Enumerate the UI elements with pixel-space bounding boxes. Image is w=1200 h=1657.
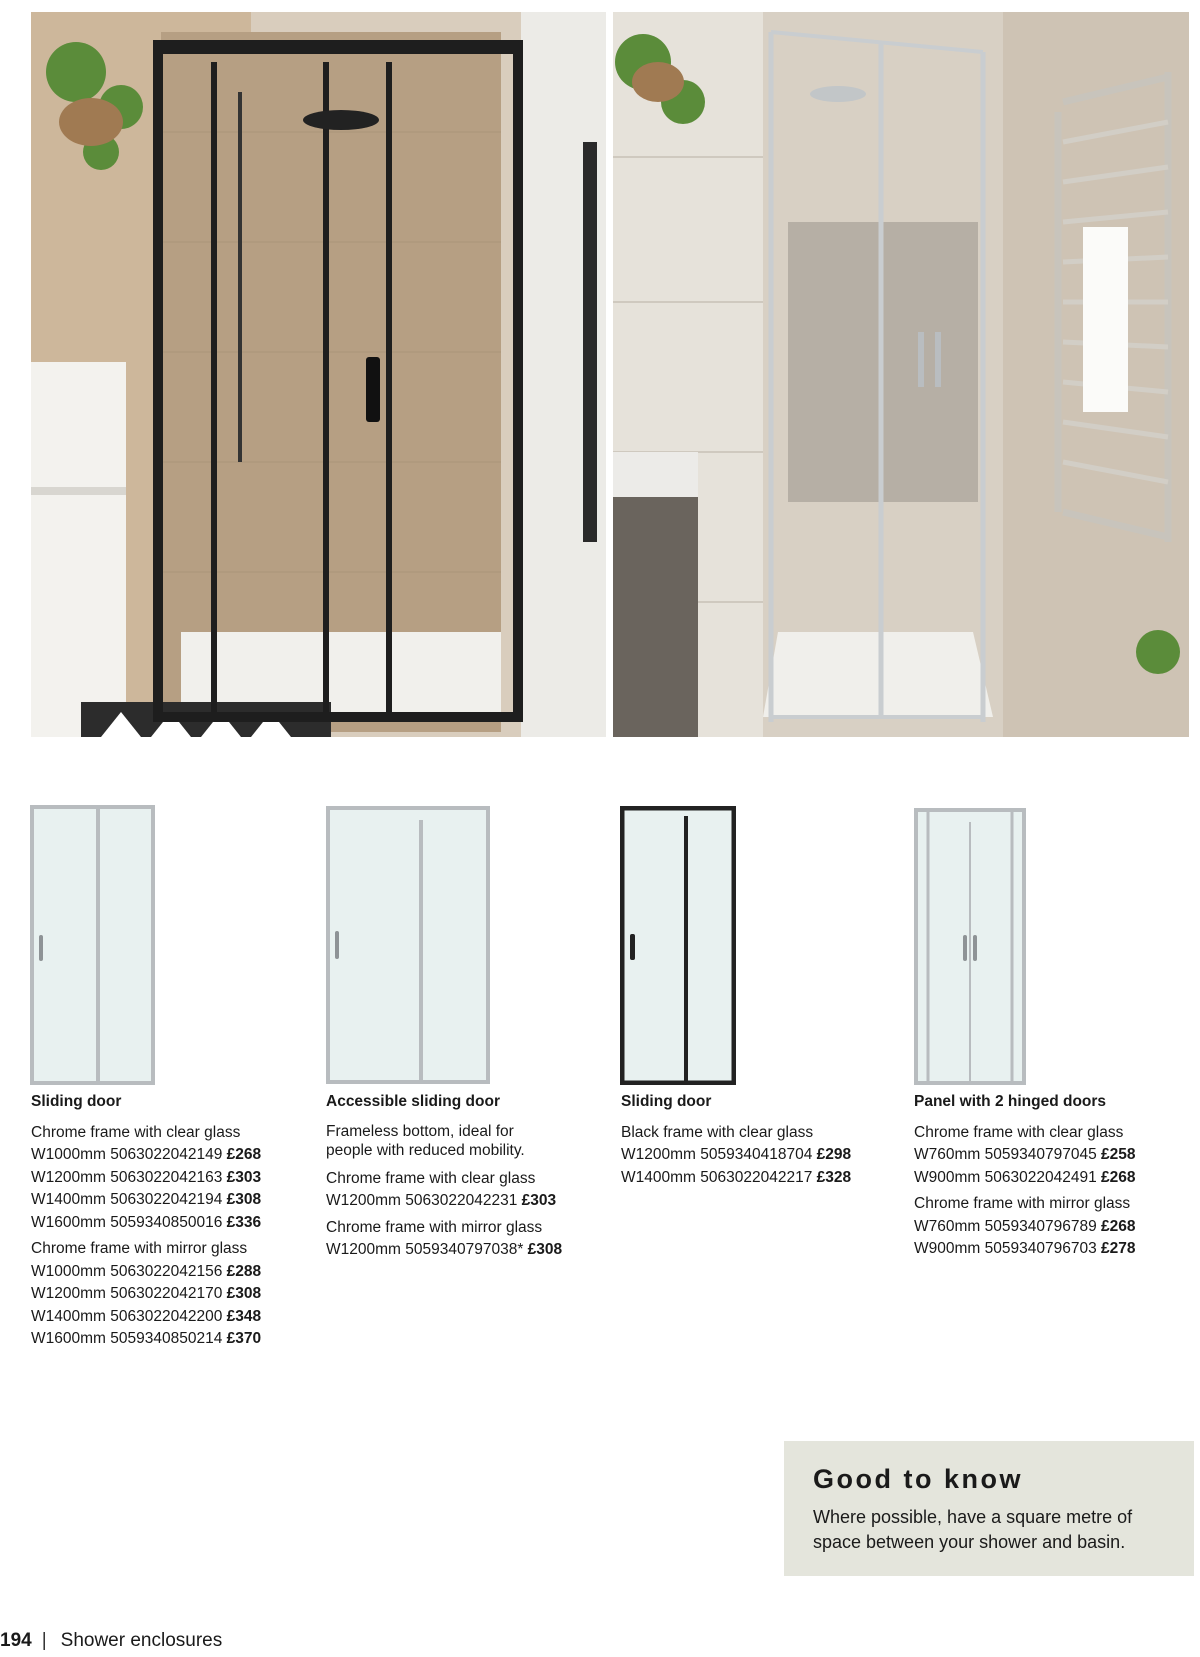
hinged-doors-panel-image — [914, 808, 1026, 1085]
price: £308 — [527, 1241, 563, 1258]
price: £370 — [226, 1330, 262, 1347]
product-hinged-doors-panel — [914, 1091, 1184, 1265]
variant-group — [31, 1122, 301, 1235]
size: W1200mm — [326, 1192, 401, 1209]
variant-group — [621, 1122, 891, 1190]
product-code: 5059340418704 — [700, 1146, 813, 1163]
variant-row — [31, 1306, 301, 1329]
product-code: 5059340797038* — [405, 1241, 524, 1258]
size: W1200mm — [31, 1168, 106, 1186]
variant-label: Chrome frame with clear glass — [914, 1123, 1124, 1141]
variant-group — [914, 1122, 1184, 1190]
product-code: 5059340850016 — [110, 1213, 223, 1231]
price: £308 — [226, 1285, 262, 1302]
product-code: 5063022042156 — [110, 1262, 223, 1280]
accessible-sliding-door-image — [326, 806, 490, 1084]
price: £258 — [1101, 1146, 1136, 1163]
product-code: 5063022042491 — [984, 1168, 1097, 1186]
price: £268 — [226, 1146, 262, 1163]
product-title: Sliding door — [31, 1093, 122, 1110]
product-sliding-door-chrome — [31, 1091, 301, 1355]
product-title: Sliding door — [621, 1093, 712, 1110]
price: £298 — [816, 1146, 852, 1163]
variant-row — [326, 1190, 596, 1213]
size: W1400mm — [621, 1168, 696, 1186]
product-code: 5063022042163 — [110, 1168, 223, 1186]
variant-row — [914, 1216, 1184, 1239]
product-code: 5059340796789 — [984, 1217, 1097, 1235]
variant-label: Black frame with clear glass — [621, 1123, 814, 1141]
price: £336 — [226, 1213, 262, 1231]
variant-row — [31, 1328, 301, 1351]
size: W1600mm — [31, 1213, 106, 1231]
product-code: 5063022042217 — [700, 1168, 813, 1186]
variant-row — [621, 1144, 891, 1167]
price: £288 — [226, 1262, 262, 1280]
good-to-know-box — [784, 1441, 1194, 1576]
size: W900mm — [914, 1240, 981, 1257]
size: W1400mm — [31, 1191, 106, 1208]
variant-row — [326, 1239, 596, 1262]
variant-row — [31, 1167, 301, 1190]
variant-label: Chrome frame with mirror glass — [326, 1218, 543, 1236]
product-accessible-sliding-door — [326, 1091, 596, 1266]
price: £303 — [521, 1192, 557, 1209]
price: £328 — [816, 1168, 852, 1186]
product-code: 5063022042194 — [110, 1191, 223, 1208]
product-description: Frameless bottom, ideal for people with reduced mobility. — [326, 1122, 525, 1159]
product-title: Accessible sliding door — [326, 1093, 500, 1110]
product-code: 5063022042231 — [405, 1192, 518, 1209]
section-name: Shower enclosures — [60, 1630, 223, 1651]
size: W1200mm — [326, 1241, 401, 1258]
chrome-sliding-door-image — [30, 805, 155, 1085]
product-code: 5063022042200 — [110, 1307, 223, 1325]
size: W760mm — [914, 1217, 981, 1235]
variant-row — [31, 1283, 301, 1306]
variant-row — [31, 1189, 301, 1212]
chrome-hinged-door-photo — [613, 12, 1189, 737]
variant-group — [326, 1168, 596, 1213]
good-to-know-title: Good to know — [813, 1464, 1023, 1494]
price: £278 — [1101, 1240, 1136, 1257]
variant-row — [914, 1144, 1184, 1167]
product-code: 5059340796703 — [984, 1240, 1097, 1257]
size: W1600mm — [31, 1330, 106, 1347]
variant-row — [621, 1167, 891, 1190]
size: W760mm — [914, 1146, 981, 1163]
variant-group — [31, 1238, 301, 1351]
product-code: 5063022042149 — [110, 1146, 223, 1163]
variant-row — [914, 1167, 1184, 1190]
size: W1200mm — [31, 1285, 106, 1302]
product-code: 5063022042170 — [110, 1285, 223, 1302]
black-sliding-door-image — [620, 806, 736, 1085]
page-footer — [0, 1630, 222, 1652]
variant-group — [914, 1193, 1184, 1261]
variant-row — [31, 1212, 301, 1235]
product-code: 5059340797045 — [984, 1146, 1097, 1163]
price: £303 — [226, 1168, 262, 1186]
variant-label: Chrome frame with mirror glass — [914, 1195, 1131, 1212]
variant-row — [31, 1261, 301, 1284]
variant-group — [326, 1217, 596, 1262]
black-sliding-door-photo — [31, 12, 606, 737]
size: W1000mm — [31, 1146, 106, 1163]
product-code: 5059340850214 — [110, 1330, 223, 1347]
variant-row — [914, 1238, 1184, 1261]
price: £348 — [226, 1307, 262, 1325]
price: £308 — [226, 1191, 262, 1208]
variant-row — [31, 1144, 301, 1167]
price: £268 — [1101, 1217, 1136, 1235]
size: W1200mm — [621, 1146, 696, 1163]
good-to-know-text: Where possible, have a square metre of space between your shower and basin. — [813, 1507, 1133, 1552]
page-number: 194 — [0, 1630, 32, 1651]
product-title: Panel with 2 hinged doors — [914, 1093, 1107, 1110]
variant-label: Chrome frame with mirror glass — [31, 1240, 248, 1257]
footer-separator: | — [41, 1630, 47, 1651]
size: W1000mm — [31, 1262, 106, 1280]
size: W1400mm — [31, 1307, 106, 1325]
variant-label: Chrome frame with clear glass — [31, 1123, 241, 1141]
price: £268 — [1101, 1168, 1136, 1186]
product-sliding-door-black — [621, 1091, 891, 1193]
size: W900mm — [914, 1168, 981, 1186]
variant-label: Chrome frame with clear glass — [326, 1169, 536, 1187]
